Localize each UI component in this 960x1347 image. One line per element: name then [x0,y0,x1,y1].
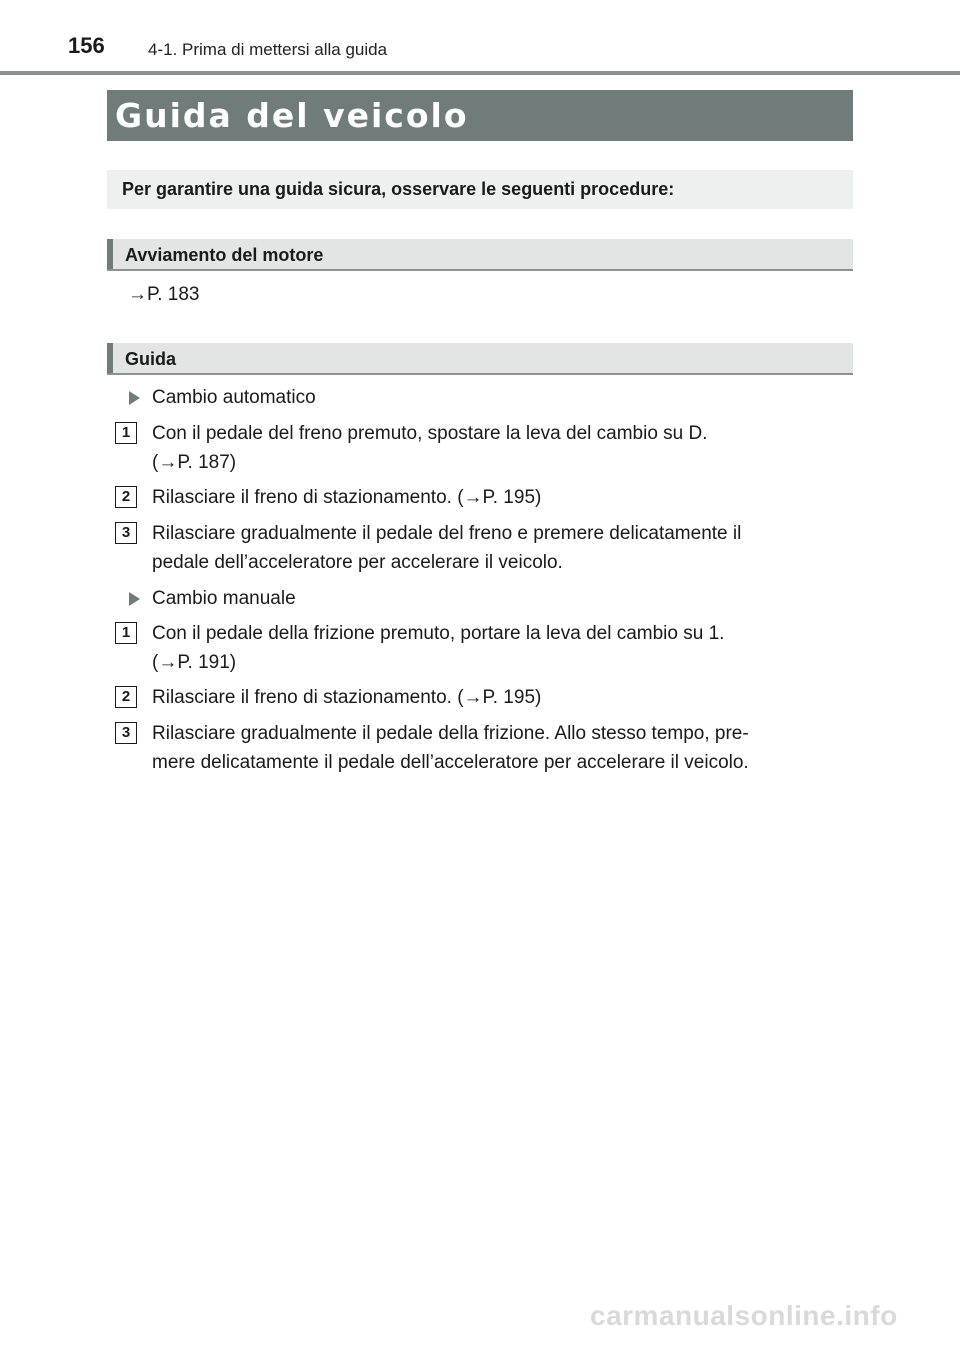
step-line: Rilasciare gradualmente il pedale della frizione. Allo stesso tempo, pre- [152,723,749,744]
step-text [152,419,852,477]
subsection-manual-label: Cambio manuale [152,588,296,609]
step-line: pedale dell’acceleratore per accelerare il veicolo. [152,552,563,573]
page-title-bar [107,90,853,141]
watermark-text: carmanualsonline.info [590,1300,898,1331]
step-text: Rilasciare il freno di stazionamento. (→P. 195) [152,687,542,708]
step-line: Con il pedale della frizione premuto, portare la leva del cambio su 1. [152,623,725,644]
step-text [152,619,852,677]
triangle-bullet-icon [129,391,140,405]
step-text [152,519,847,577]
step-number-badge: 1 [115,622,137,644]
step-number-badge: 2 [115,486,137,508]
step-text: Rilasciare il freno di stazionamento. (→P. 195) [152,487,542,508]
step-line[interactable]: (→P. 191) [152,652,237,673]
step-line: Rilasciare gradualmente il pedale del freno e premere delicatamente il [152,523,742,544]
chapter-title: 4-1. Prima di mettersi alla guida [148,40,388,59]
intro-text: Per garantire una guida sicura, osservare le seguenti procedure: [122,179,675,199]
page-title: Guida del veicolo [115,96,469,135]
triangle-bullet-icon [129,592,140,606]
section-heading-label: Avviamento del motore [125,245,324,265]
step-number-badge: 3 [115,522,137,544]
page-number: 156 [68,33,105,58]
subsection-automatic-label: Cambio automatico [152,387,316,408]
intro-box [107,170,853,209]
step-line[interactable]: (→P. 187) [152,452,237,473]
step-number-badge: 2 [115,686,137,708]
step-number-badge: 1 [115,422,137,444]
step-line: mere delicatamente il pedale dell’acceleratore per accelerare il veicolo. [152,752,749,773]
section-heading-engine-start [107,239,853,271]
page-reference-link[interactable]: →P. 183 [128,284,200,305]
page-header [0,0,960,76]
step-line: Con il pedale del freno premuto, spostare la leva del cambio su D. [152,423,708,444]
header-rule [0,71,960,75]
step-number-badge: 3 [115,722,137,744]
section-heading-driving [107,343,853,375]
step-text [152,719,847,777]
section-heading-label: Guida [125,349,177,369]
